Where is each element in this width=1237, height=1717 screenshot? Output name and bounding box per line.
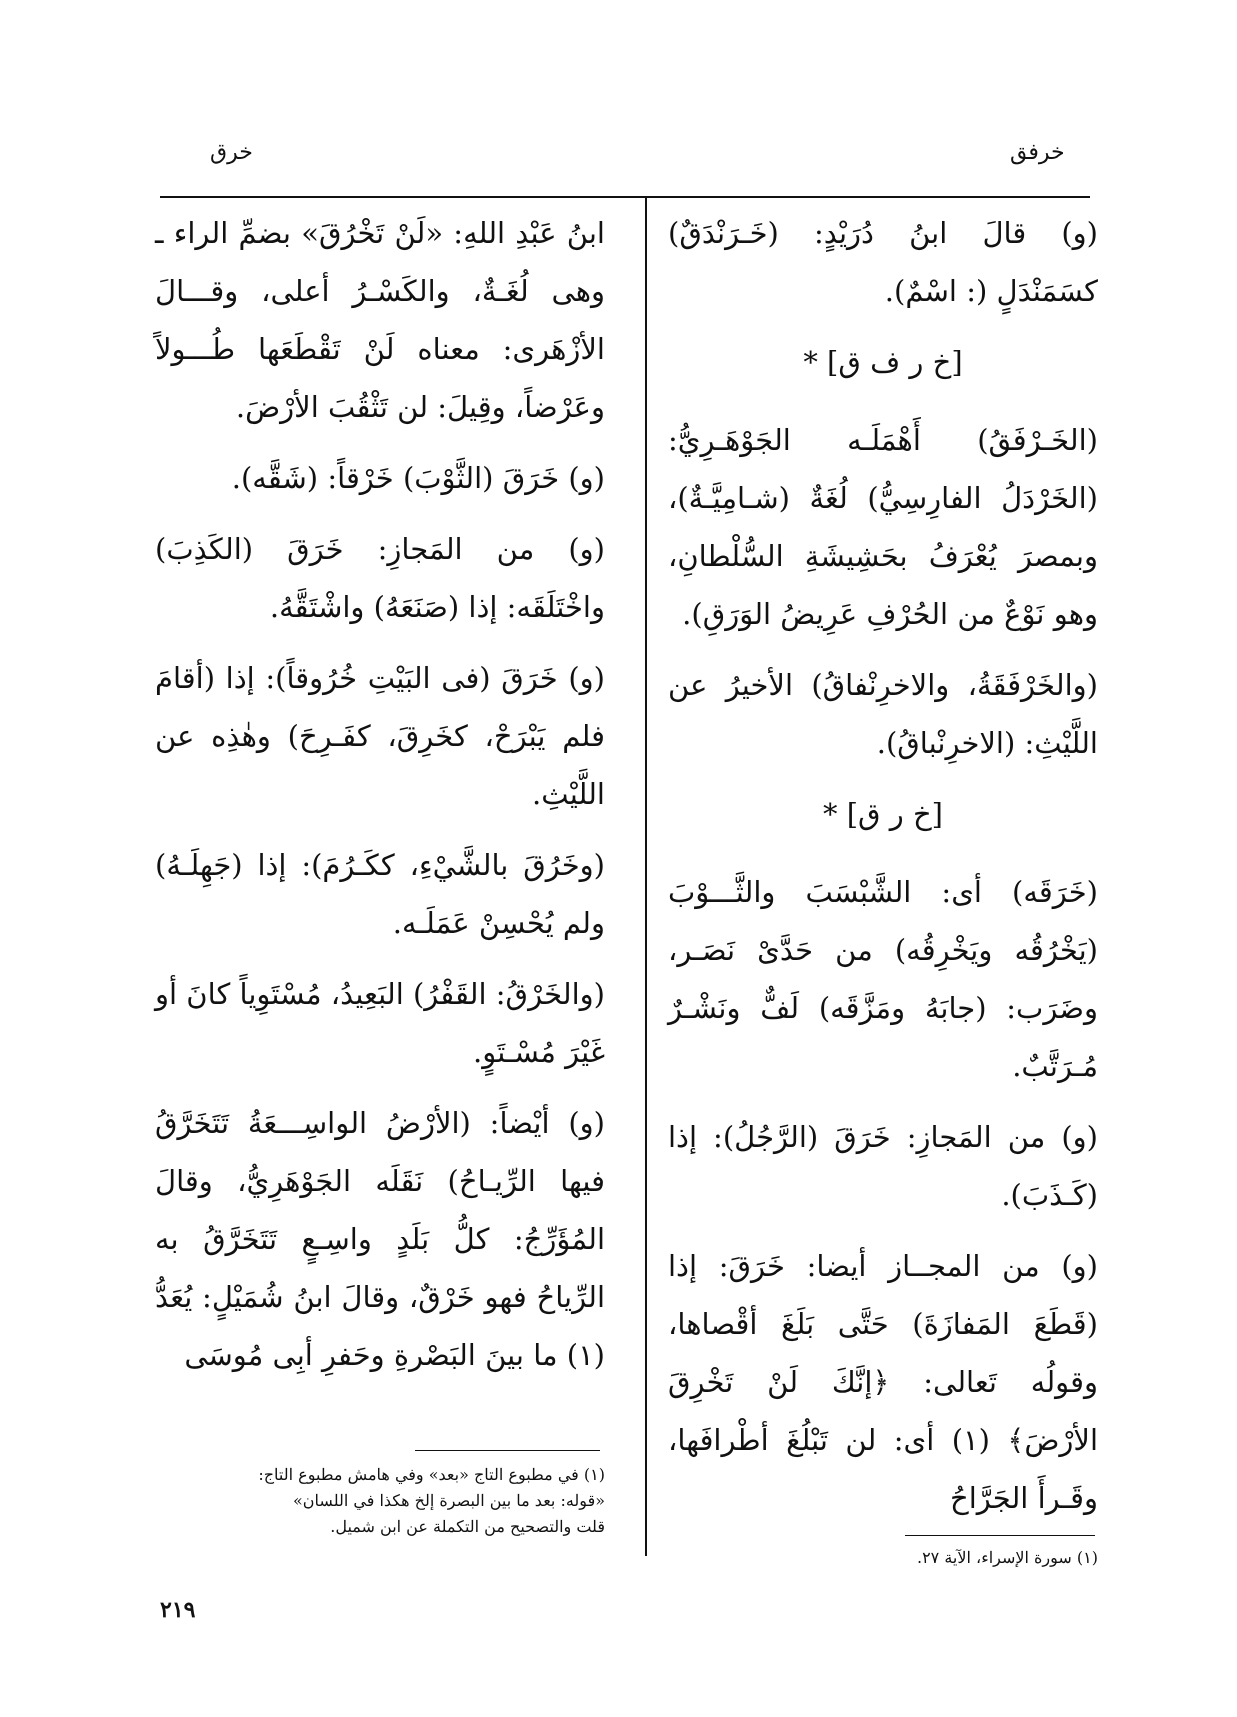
entry-paragraph: (والخَرْقُ: القَفْرُ) البَعِيدُ، مُسْتَوِياً كانَ أو غَيْرَ مُسْـتَوٍ. (155, 977, 605, 1069)
entry-paragraph: (خَرَقَه) أى: الشَّبْسَبَ والثَّـــوْبَ (يَخْرُقُه ويَخْرِقُه) من حَدَّىْ نَصَـر، وضَرَب: (جابَهُ ومَزَّقَه) لَفٌّ ونَشْـرٌ مُـرَتَّبٌ. (668, 875, 1098, 1083)
footnote-line: (١) سورة الإسراء، الآية ٢٧. (916, 1548, 1098, 1567)
footnotes-right (668, 1545, 1098, 1571)
entry-paragraph: (و) خَرَقَ (فى البَيْتِ خُرُوقاً): إذا (أقامَ فلم يَبْرَحْ، كخَرِقَ، كفَـرِحَ) وهٰذِه عن اللَّيْثِ. (155, 661, 605, 811)
footnote-rule-left (415, 1450, 600, 1451)
entry-heading: [خ ر ف ق] * (803, 345, 963, 379)
entry-paragraph: ابنُ عَبْدِ اللهِ: «لَنْ تَخْرُقَ» بضمِّ الراء ـ وهى لُغَـةٌ، والكَسْـرُ أعلى، وقـــالَ الأزْهَرى: معناه لَنْ تَقْطَعَها طُـــولاً وعَرْضاً، وقِيلَ: لن تَثْقُبَ الأرْضَ. (155, 216, 605, 424)
entry-paragraph: (و) من المَجازِ: خَرَقَ (الرَّجُلُ): إذا (كَـذَبَ). (668, 1120, 1098, 1212)
entry-paragraph: (و) قالَ ابنُ دُرَيْدٍ: (خَـرَنْدَقٌ) كسَمَنْدَلٍ (: اسْمٌ). (668, 216, 1098, 308)
running-head-left: خرق (210, 140, 253, 165)
entry-paragraph: (وخَرُقَ بالشَّيْءِ، ككَـرُمَ): إذا (جَهِلَـهُ) ولم يُحْسِنْ عَمَلَـه. (155, 848, 605, 940)
footnotes-left (155, 1462, 605, 1540)
footnote-line: «قوله: بعد ما بين البصرة إلخ هكذا في اللسان» (293, 1491, 605, 1510)
entry-paragraph: (الخَـرْفَقُ) أَهْمَلَـه الجَوْهَـرِيُّ: (الخَرْدَلُ الفارِسِيُّ) لُغَةٌ (شـامِيَّـةٌ)، وبمصرَ يُعْرَفُ بحَشِيشَةِ السُّلْطانِ، وهو نَوْعٌ من الحُرْفِ عَرِيضُ الوَرَقِ). (668, 423, 1098, 631)
entry-paragraph: (و) من المجــاز أيضا: خَرَقَ: إذا (قَطَعَ المَفازَةَ) حَتَّى بَلَغَ أقْصاها، وقولُه تَعالى: ﴿إنَّكَ لَنْ تَخْرِقَ الأرْضَ﴾ (١) أى: لن تَبْلُغَ أطْرافَها، وقَـرأَ الجَرَّاحُ (668, 1249, 1099, 1515)
entry-heading: [خ ر ق] * (822, 797, 943, 831)
column-divider (645, 196, 647, 1556)
left-column (155, 204, 605, 1397)
entry-paragraph: (و) أيْضاً: (الأرْضُ الواسِـــعَةُ تَتَخَرَّقُ فيها الرِّيـاحُ) نَقَلَه الجَوْهَرِيُّ، وقالَ المُؤَرِّجُ: كلُّ بَلَدٍ واسِـعٍ تَتَخَرَّقُ به الرِّياحُ فهو خَرْقٌ، وقالَ ابنُ شُمَيْلٍ: يُعَدُّ (١) ما بينَ البَصْرةِ وحَفرِ أبِى مُوسَى (155, 1106, 605, 1372)
footnote-line: (١) في مطبوع التاج «بعد» وفي هامش مطبوع التاج: (258, 1465, 605, 1484)
header-rule (160, 196, 1090, 198)
page-number: ٢١٩ (160, 1597, 196, 1623)
entry-paragraph: (و) من المَجازِ: خَرَقَ (الكَذِبَ) واخْتَلَقَه: إذا (صَنَعَهُ) واشْتَقَّهُ. (155, 532, 605, 624)
entry-paragraph: (و) خَرَقَ (الثَّوْبَ) خَرْقاً: (شَقَّه). (231, 461, 605, 495)
right-column (668, 204, 1098, 1540)
entry-paragraph: (والخَرْفَقَةُ، والاخرِنْفاقُ) الأخيرُ عن اللَّيْثِ: (الاخرِنْباقُ). (668, 668, 1098, 760)
running-head-right: خرفق (1010, 140, 1065, 165)
footnote-line: قلت والتصحيح من التكملة عن ابن شميل. (330, 1517, 605, 1536)
footnote-rule-right (905, 1535, 1095, 1536)
